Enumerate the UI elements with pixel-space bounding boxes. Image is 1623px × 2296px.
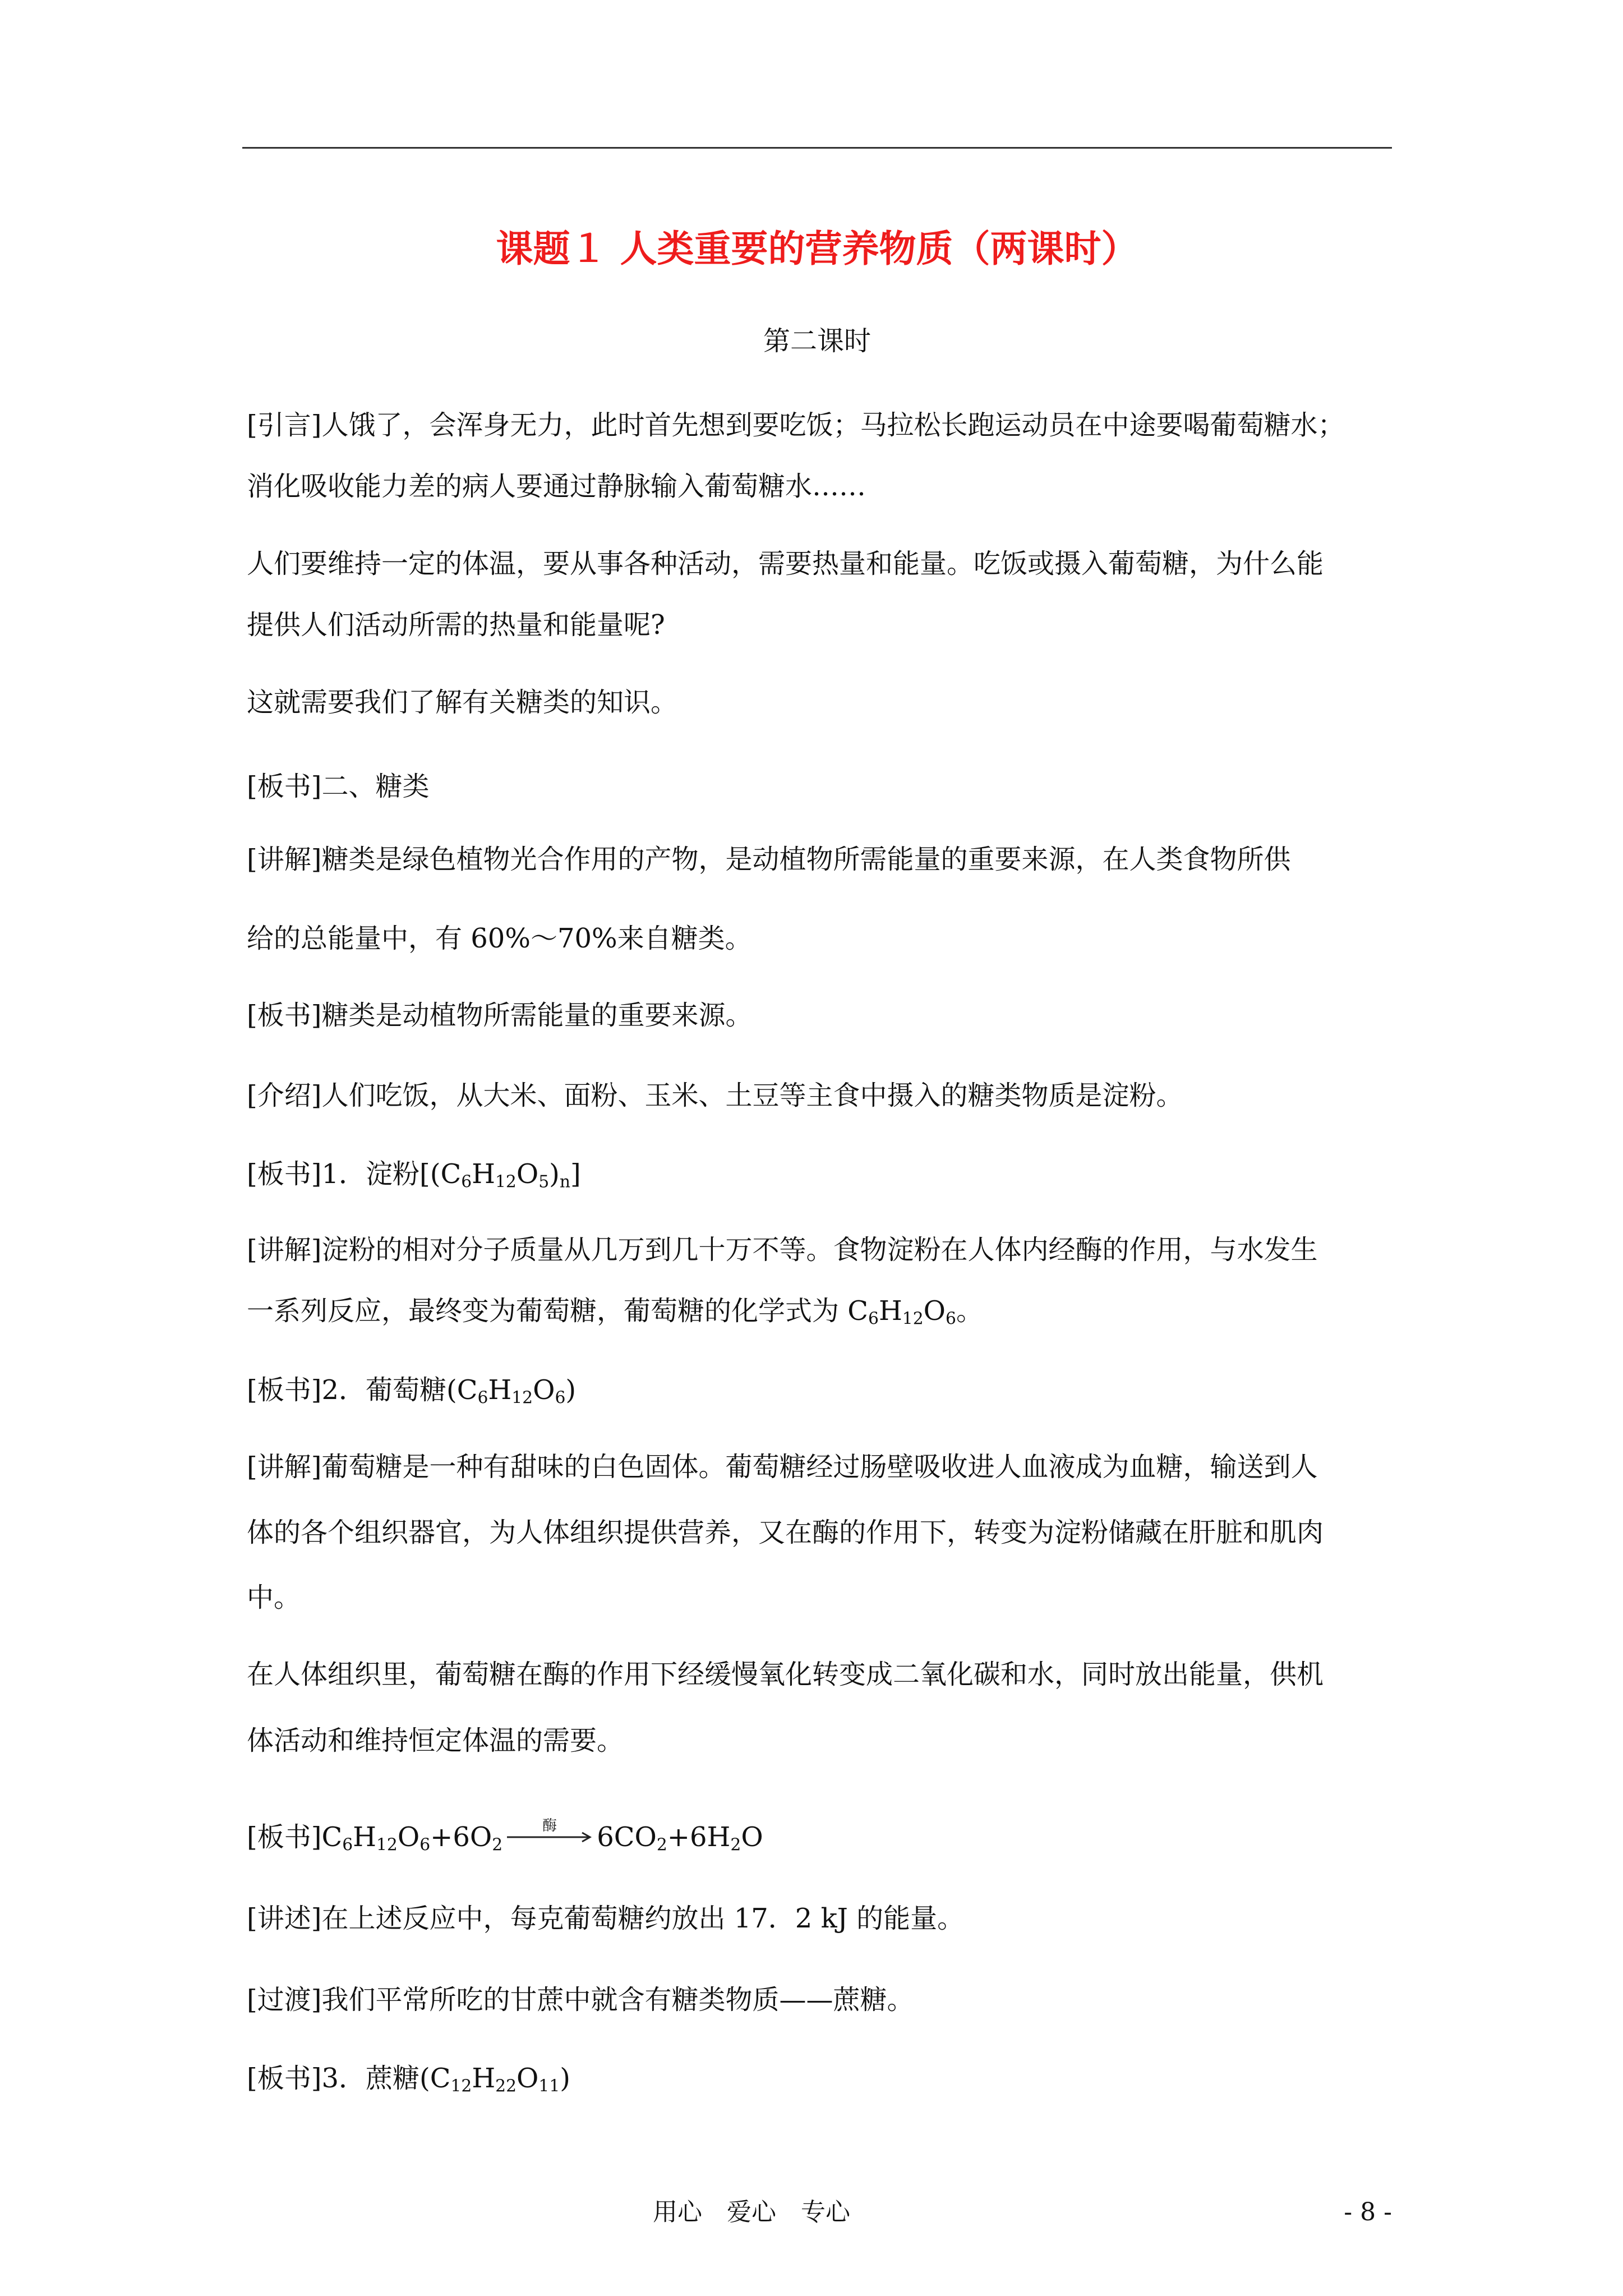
paragraph: 中。 bbox=[247, 1582, 301, 1613]
paragraph: 消化吸收能力差的病人要通过静脉输入葡萄糖水…… bbox=[247, 471, 866, 502]
glucose-board-line: [板书]2．葡萄糖$(C_6H_{12}O_6)$ bbox=[247, 1374, 577, 1408]
paragraph: [板书]二、糖类 bbox=[247, 771, 430, 802]
paragraph: [讲解]葡萄糖是一种有甜味的白色固体。葡萄糖经过肠壁吸收进人血液成为血糖，输送到人 bbox=[247, 1451, 1318, 1483]
paragraph: [过渡]我们平常所吃的甘蔗中就含有糖类物质——蔗糖。 bbox=[247, 1984, 914, 2016]
paragraph: 体活动和维持恒定体温的需要。 bbox=[247, 1725, 624, 1756]
paragraph: [讲述]在上述反应中，每克葡萄糖约放出 17．2 kJ 的能量。 bbox=[247, 1903, 965, 1934]
page-number: - 8 - bbox=[1344, 2198, 1392, 2226]
paragraph: [板书]糖类是动植物所需能量的重要来源。 bbox=[247, 1000, 753, 1031]
sucrose-board-line: [板书]3．蔗糖$(C_{12}H_{22}O_{11})$ bbox=[247, 2063, 570, 2096]
paragraph: [引言]人饿了，会浑身无力，此时首先想到要吃饭；马拉松长跑运动员在中途要喝葡萄糖水； bbox=[247, 409, 1345, 441]
footer-motto: 用心 爱心 专心 bbox=[653, 2198, 850, 2226]
paragraph: 人们要维持一定的体温，要从事各种活动，需要热量和能量。吃饭或摄入葡萄糖，为什么能 bbox=[247, 548, 1324, 579]
document-title: 课题１ 人类重要的营养物质（两课时） bbox=[496, 227, 1138, 270]
reaction-arrow-icon bbox=[505, 1818, 594, 1851]
reaction-equation: [板书]$C_6H_{12}O_6+6O_2$ 酶 $6CO_2+6H_2O$ bbox=[247, 1818, 763, 1855]
paragraph: 提供人们活动所需的热量和能量呢? bbox=[247, 609, 665, 641]
document-subtitle: 第二课时 bbox=[763, 325, 871, 357]
paragraph: 在人体组织里，葡萄糖在酶的作用下经缓慢氧化转变成二氧化碳和水，同时放出能量，供机 bbox=[247, 1659, 1324, 1690]
paragraph: 这就需要我们了解有关糖类的知识。 bbox=[247, 687, 678, 718]
paragraph: [介绍]人们吃饭，从大米、面粉、玉米、土豆等主食中摄入的糖类物质是淀粉。 bbox=[247, 1080, 1183, 1111]
glucose-formula-line: 一系列反应，最终变为葡萄糖，葡萄糖的化学式为 $C_6H_{12}O_6$。 bbox=[247, 1295, 983, 1329]
paragraph: [讲解]淀粉的相对分子质量从几万到几十万不等。食物淀粉在人体内经酶的作用，与水发生 bbox=[247, 1234, 1318, 1266]
paragraph: 体的各个组织器官，为人体组织提供营养，又在酶的作用下，转变为淀粉储藏在肝脏和肌肉 bbox=[247, 1517, 1324, 1548]
header-rule bbox=[242, 147, 1392, 149]
paragraph: [讲解]糖类是绿色植物光合作用的产物，是动植物所需能量的重要来源，在人类食物所供 bbox=[247, 844, 1291, 875]
starch-board-line: [板书]1．淀粉$[(C_6H_{12}O_5)_n]$ bbox=[247, 1158, 581, 1192]
enzyme-label: 酶 bbox=[542, 1818, 557, 1834]
paragraph: 给的总能量中，有 60%～70%来自糖类。 bbox=[247, 923, 752, 954]
